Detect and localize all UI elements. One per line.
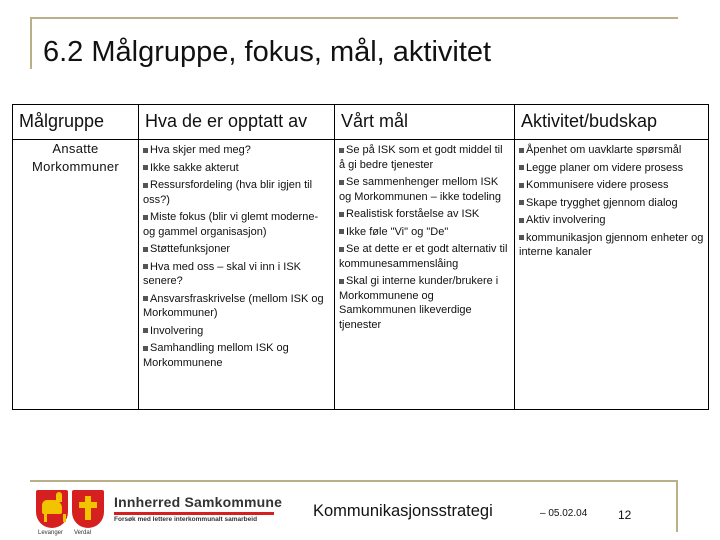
list-item: Realistisk forståelse av ISK <box>339 207 510 222</box>
list-item: Kommunisere videre prosess <box>519 178 704 193</box>
list-item: Åpenhet om uavklarte spørsmål <box>519 143 704 158</box>
square-bullet-icon <box>143 183 148 188</box>
frame-top-line <box>30 17 678 19</box>
list-item: Samhandling mellom ISK og Morkommunene <box>143 342 289 369</box>
target-group-cell <box>13 140 139 410</box>
frame-right-line <box>676 482 678 532</box>
footer-date: – 05.02.04 <box>540 508 588 519</box>
org-tagline: Forsøk med lettere interkommunalt samarbeid <box>114 516 258 523</box>
municipality-label: Verdal <box>74 530 92 536</box>
activities-cell <box>515 140 709 410</box>
target-group-line: Ansatte <box>52 141 99 156</box>
list-item: Skal gi interne kunder/brukere i Morkommunene og Samkommunen likeverdige tjenester <box>339 275 499 331</box>
square-bullet-icon <box>143 328 148 333</box>
square-bullet-icon <box>143 165 148 170</box>
square-bullet-icon <box>519 218 524 223</box>
list-item: Se at dette er et godt alternativ til kommunesammenslåing <box>339 243 508 270</box>
square-bullet-icon <box>339 180 344 185</box>
square-bullet-icon <box>339 229 344 234</box>
header-concerns: Hva de er opptatt av <box>139 105 335 140</box>
municipality-label: Levanger <box>38 530 64 536</box>
frame-bottom-line <box>30 480 678 482</box>
square-bullet-icon <box>519 165 524 170</box>
list-item: Ansvarsfraskrivelse (mellom ISK og Morkommuner) <box>143 292 324 320</box>
slide-title: 6.2 Målgruppe, fokus, mål, aktivitet <box>43 36 492 68</box>
square-bullet-icon <box>339 247 344 252</box>
list-item: Aktiv involvering <box>519 213 704 228</box>
levanger-shield-icon <box>36 490 68 528</box>
square-bullet-icon <box>339 148 344 153</box>
square-bullet-icon <box>143 247 148 252</box>
verdal-shield-icon <box>72 490 104 528</box>
list-item: Ressursfordeling (hva blir igjen til oss?) <box>143 179 313 206</box>
page-number: 12 <box>618 508 632 522</box>
target-group-line: Morkommuner <box>31 158 120 174</box>
header-target-group: Målgruppe <box>13 105 139 140</box>
header-activities: Aktivitet/budskap <box>515 105 709 140</box>
square-bullet-icon <box>143 296 148 301</box>
org-divider <box>114 512 274 515</box>
table-header-row <box>13 105 709 140</box>
square-bullet-icon <box>519 200 524 205</box>
org-name: Innherred Samkommune <box>114 494 283 510</box>
goals-cell <box>335 140 515 410</box>
frame-left-line <box>30 17 32 69</box>
square-bullet-icon <box>143 148 148 153</box>
square-bullet-icon <box>519 183 524 188</box>
list-item: kommunikasjon gjennom enheter og interne kanaler <box>519 231 704 259</box>
table-row <box>13 140 709 410</box>
list-item: Legge planer om videre prosess <box>519 161 704 176</box>
square-bullet-icon <box>143 215 148 220</box>
square-bullet-icon <box>339 212 344 217</box>
list-item: Hva skjer med meg? <box>143 143 330 158</box>
list-item: Miste fokus (blir vi glemt moderne- og gammel organisasjon) <box>143 211 319 238</box>
square-bullet-icon <box>519 148 524 153</box>
list-item: Involvering <box>143 324 330 339</box>
square-bullet-icon <box>143 264 148 269</box>
list-item: Se på ISK som et godt middel til å gi bedre tjenester <box>339 144 503 171</box>
list-item: Skape trygghet gjennom dialog <box>519 196 704 211</box>
square-bullet-icon <box>339 279 344 284</box>
strategy-table <box>12 104 709 410</box>
footer-document-title: Kommunikasjonsstrategi <box>313 502 493 520</box>
square-bullet-icon <box>143 346 148 351</box>
list-item: Ikke føle "Vi" og "De" <box>339 225 510 240</box>
municipal-logos <box>36 490 106 530</box>
square-bullet-icon <box>519 235 524 240</box>
concerns-cell <box>139 140 335 410</box>
header-goals: Vårt mål <box>335 105 515 140</box>
list-item: Ikke sakke akterut <box>143 161 330 176</box>
list-item: Se sammenhenger mellom ISK og Morkommunen – ikke todeling <box>339 176 502 203</box>
list-item: Hva med oss – skal vi inn i ISK senere? <box>143 260 302 288</box>
list-item: Støttefunksjoner <box>143 242 330 257</box>
